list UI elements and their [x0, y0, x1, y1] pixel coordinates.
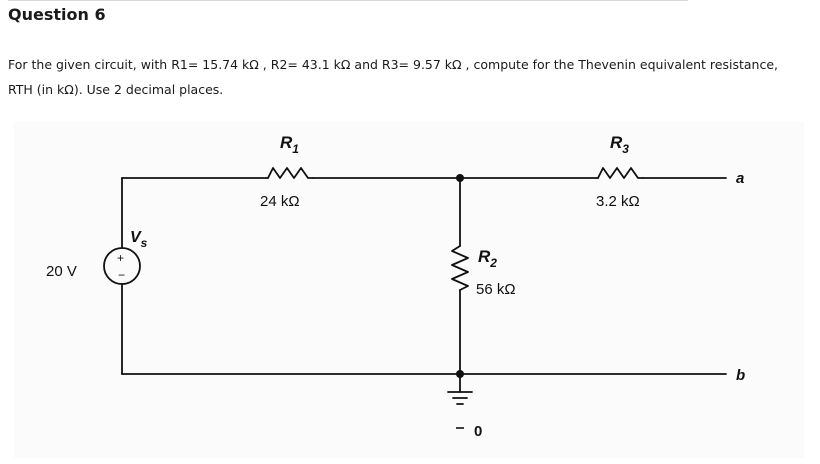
r2-resistor-zigzag	[452, 246, 468, 290]
ground-label: 0	[474, 423, 483, 440]
source-minus-sign: −	[118, 268, 126, 282]
terminal-a-label: a	[736, 170, 745, 187]
circuit-svg	[14, 122, 804, 458]
r1-resistor-zigzag	[268, 168, 313, 178]
source-voltage-value: 20 V	[46, 263, 77, 280]
source-label: $V_s$	[130, 229, 148, 250]
r1-label: $R_1$	[280, 133, 299, 156]
junction-node-top	[456, 174, 464, 182]
question-text-line-2: RTH (in kΩ). Use 2 decimal places.	[8, 82, 224, 97]
r3-resistor-zigzag	[598, 168, 643, 178]
r2-label: $R_2$	[478, 247, 497, 270]
source-plus-sign: +	[117, 251, 125, 265]
r3-value: 3.2 kΩ	[596, 193, 640, 210]
top-divider	[8, 0, 688, 1]
circuit-diagram	[14, 122, 804, 458]
question-text	[8, 52, 808, 102]
r3-label: $R_3$	[610, 133, 629, 156]
junction-node-bottom	[456, 370, 464, 378]
r1-value: 24 kΩ	[260, 193, 300, 210]
r2-value: 56 kΩ	[476, 281, 516, 298]
ground-symbol	[448, 392, 472, 404]
question-title: Question 6	[8, 5, 106, 24]
question-text-line-1: For the given circuit, with R1= 15.74 kΩ , R2= 43.1 kΩ and R3= 9.57 kΩ , compute for the Thevenin equivalent resistance,	[8, 57, 779, 72]
terminal-b-label: b	[736, 367, 746, 384]
